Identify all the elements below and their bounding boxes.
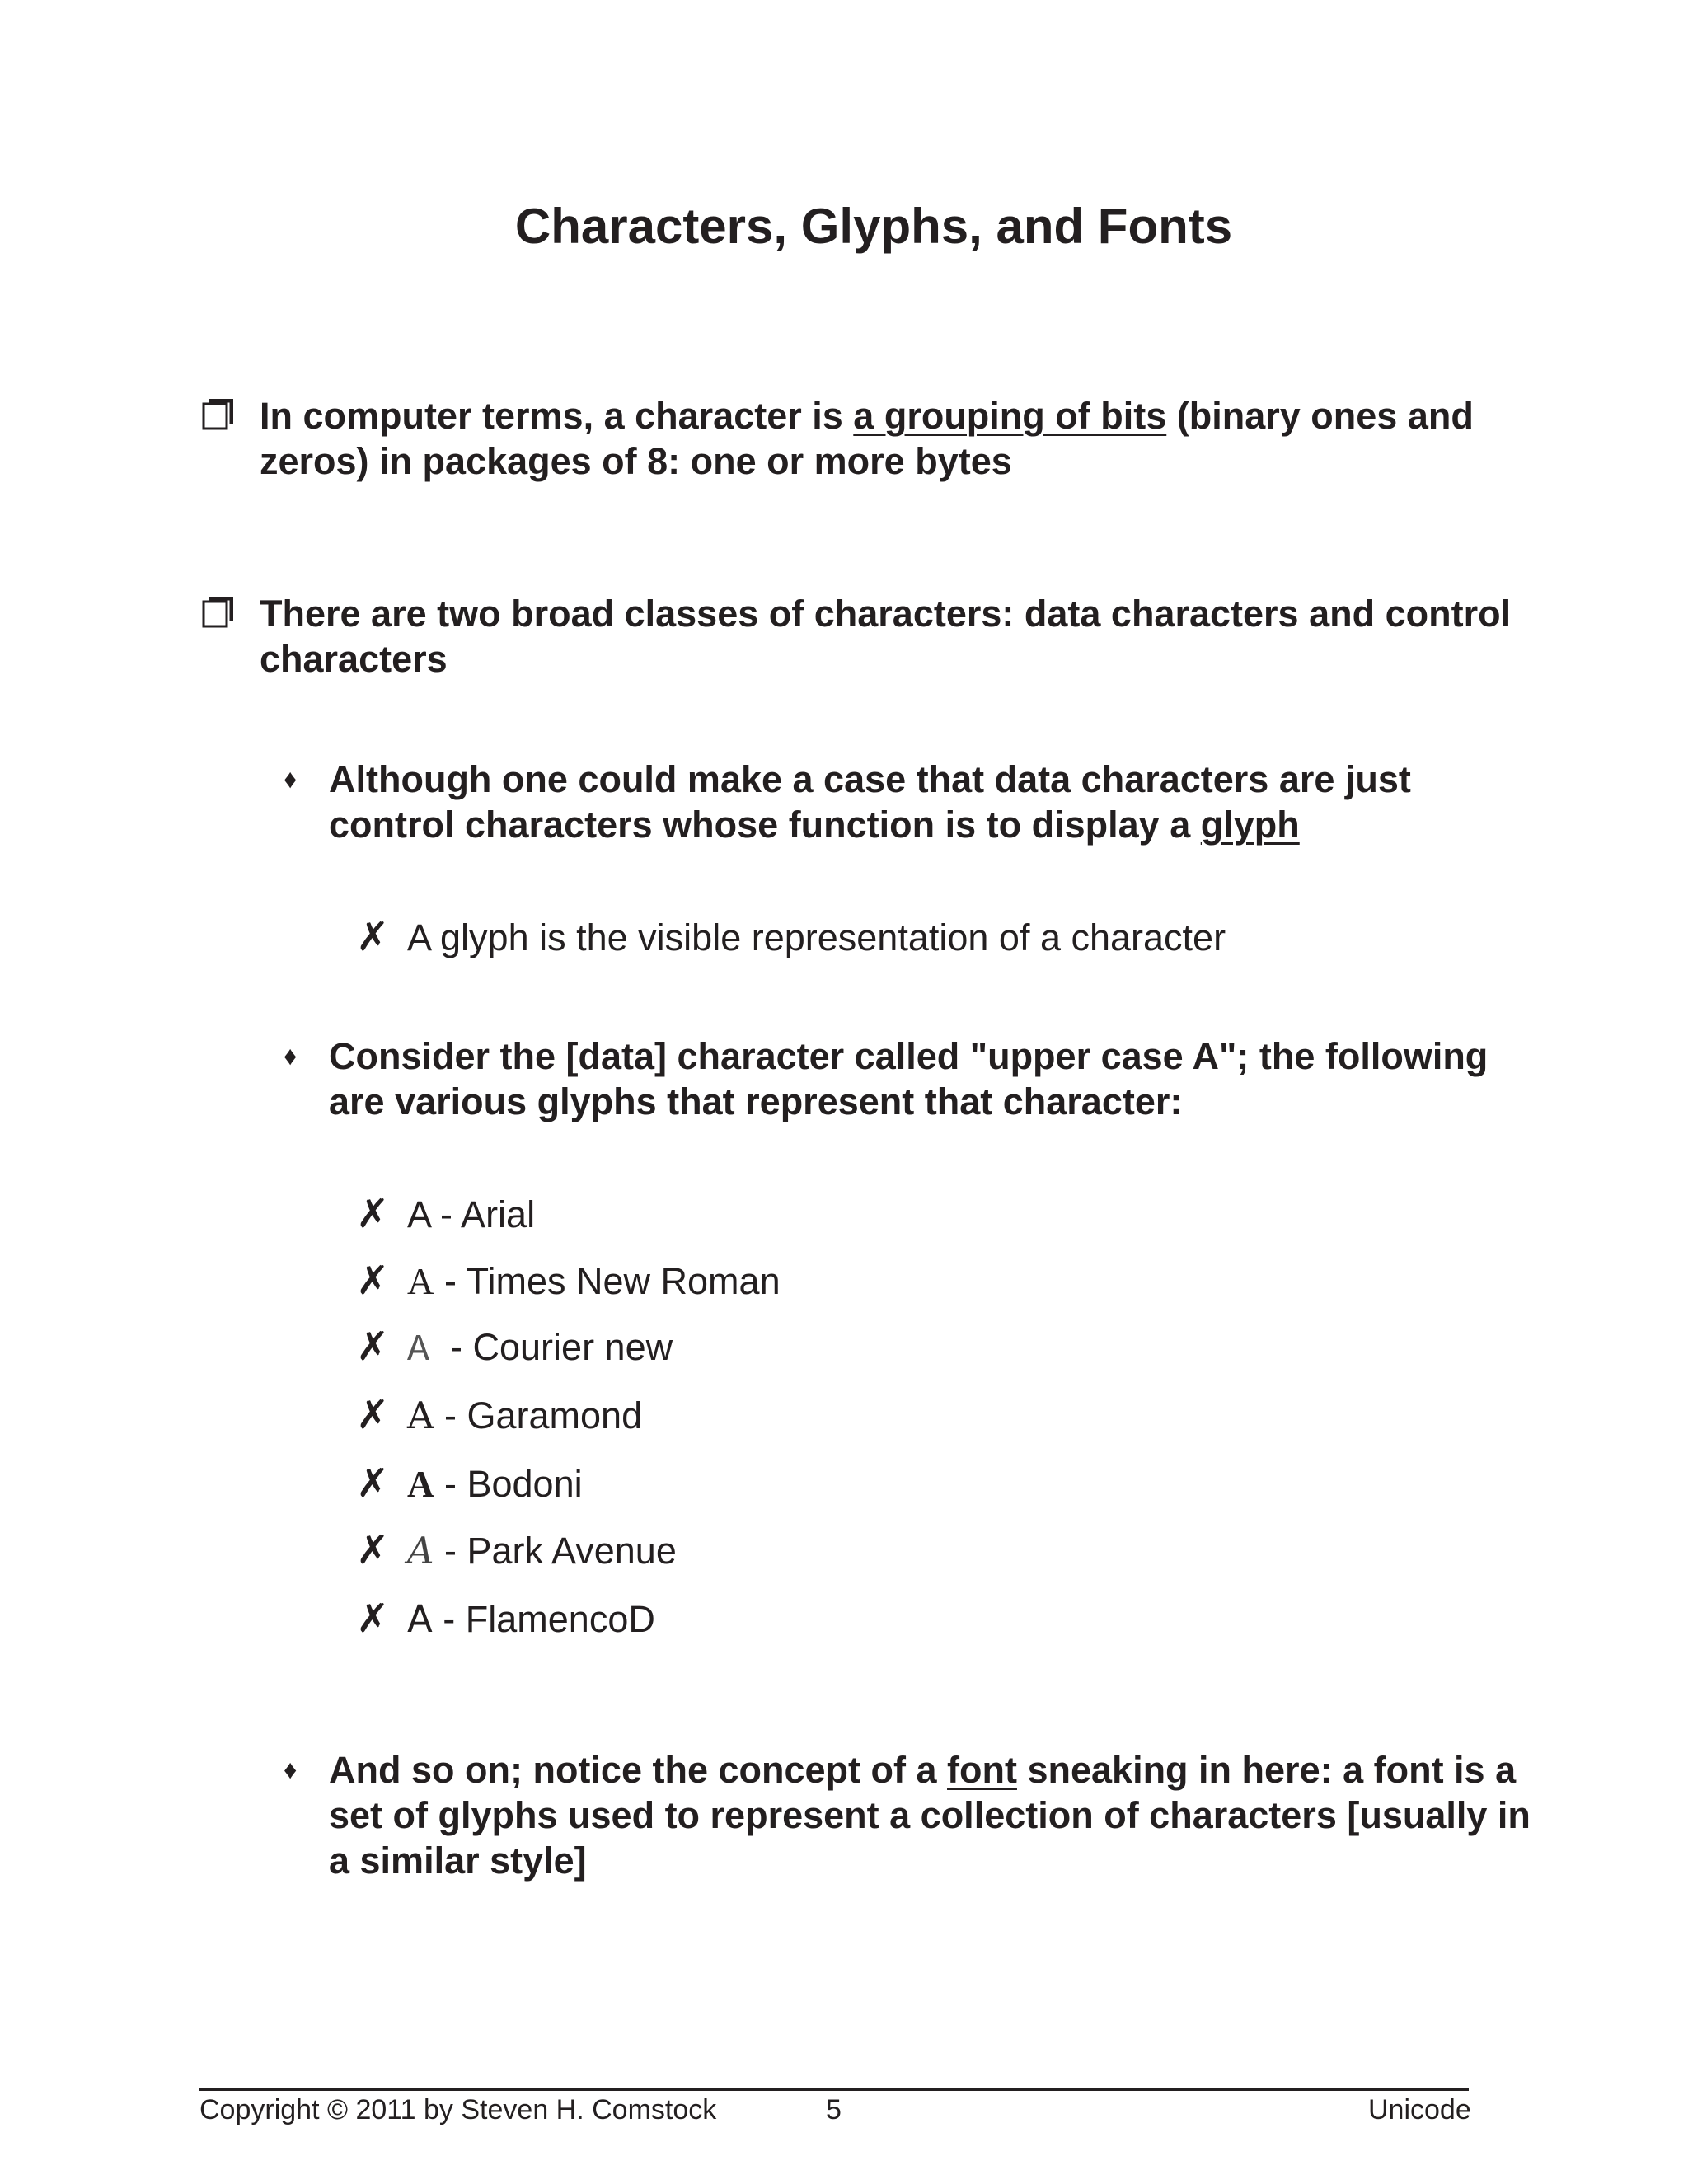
sub-bullet-upper-case-a: Consider the [data] character called "upper case A"; the following are various glyphs that represent that character: — [329, 1035, 1489, 1122]
checkbox-icon — [202, 597, 233, 628]
glyph-sample: A — [407, 1394, 434, 1437]
glyph-item-bodoni — [407, 1461, 583, 1507]
bullet-text: Although one could make a case that data characters are just control characters whose function is to display a — [329, 758, 1411, 846]
glyph-label: - Park Avenue — [434, 1530, 677, 1572]
bullet-text: (binary ones and zeros) in packages of 8: one or more bytes — [260, 395, 1474, 482]
glyph-definition: A glyph is the visible representation of a character — [407, 916, 1226, 958]
glyph-label: - FlamencoD — [432, 1598, 655, 1640]
bullet-two-classes: There are two broad classes of characters: data characters and control characters — [260, 593, 1512, 680]
glyph-item-park-avenue — [407, 1528, 677, 1573]
glyph-item-garamond — [407, 1393, 642, 1438]
page-title: Characters, Glyphs, and Fonts — [514, 199, 1233, 254]
bullet-text: In computer terms, a character is — [260, 395, 854, 437]
footer-section: Unicode — [1368, 2094, 1471, 2125]
underlined-term: font — [947, 1749, 1017, 1791]
underlined-term: glyph — [1200, 804, 1300, 846]
glyph-item-flamencod — [407, 1596, 655, 1642]
sub-bullet-glyph-case — [329, 757, 1532, 847]
diamond-bullet-icon: ♦ — [284, 1041, 298, 1071]
bullet-text: And so on; notice the concept of a — [329, 1749, 948, 1791]
glyph-sample: A — [407, 1193, 430, 1235]
x-mark-icon: ✗ — [356, 1597, 390, 1641]
glyph-label: - Arial — [429, 1193, 536, 1235]
glyph-label: - Garamond — [434, 1394, 643, 1436]
checkbox-icon — [202, 399, 233, 430]
x-mark-icon: ✗ — [356, 1193, 390, 1236]
glyph-label: - Bodoni — [434, 1463, 583, 1505]
glyph-label: - Times New Roman — [434, 1260, 781, 1302]
glyph-sample: A — [407, 1529, 434, 1572]
glyph-item-courier — [407, 1324, 673, 1373]
x-mark-icon: ✗ — [356, 916, 390, 959]
footer-divider — [199, 2088, 1469, 2091]
glyph-sample: A — [407, 1261, 434, 1302]
x-mark-icon: ✗ — [356, 1462, 390, 1506]
glyph-sample: A — [407, 1464, 434, 1505]
bullet-text: sneaking in here: a font is a set of glyphs used to represent a collection of characters [usually in a similar style] — [329, 1749, 1531, 1882]
diamond-bullet-icon: ♦ — [284, 1755, 298, 1784]
glyph-item-arial — [407, 1192, 535, 1237]
footer-page-number: 5 — [826, 2094, 842, 2125]
bullet-grouping-of-bits — [260, 393, 1512, 484]
glyph-sample: A — [407, 1597, 433, 1641]
glyph-label: - Courier new — [429, 1326, 673, 1368]
x-mark-icon: ✗ — [356, 1529, 390, 1572]
glyph-item-times — [407, 1258, 781, 1305]
sub-bullet-font-concept — [329, 1747, 1532, 1883]
glyph-sample: A — [407, 1329, 430, 1371]
x-mark-icon: ✗ — [356, 1259, 390, 1303]
footer-copyright: Copyright © 2011 by Steven H. Comstock — [199, 2094, 717, 2125]
diamond-bullet-icon: ♦ — [284, 764, 298, 794]
x-mark-icon: ✗ — [356, 1394, 390, 1437]
x-mark-icon: ✗ — [356, 1325, 390, 1369]
underlined-term: a grouping of bits — [853, 395, 1167, 437]
